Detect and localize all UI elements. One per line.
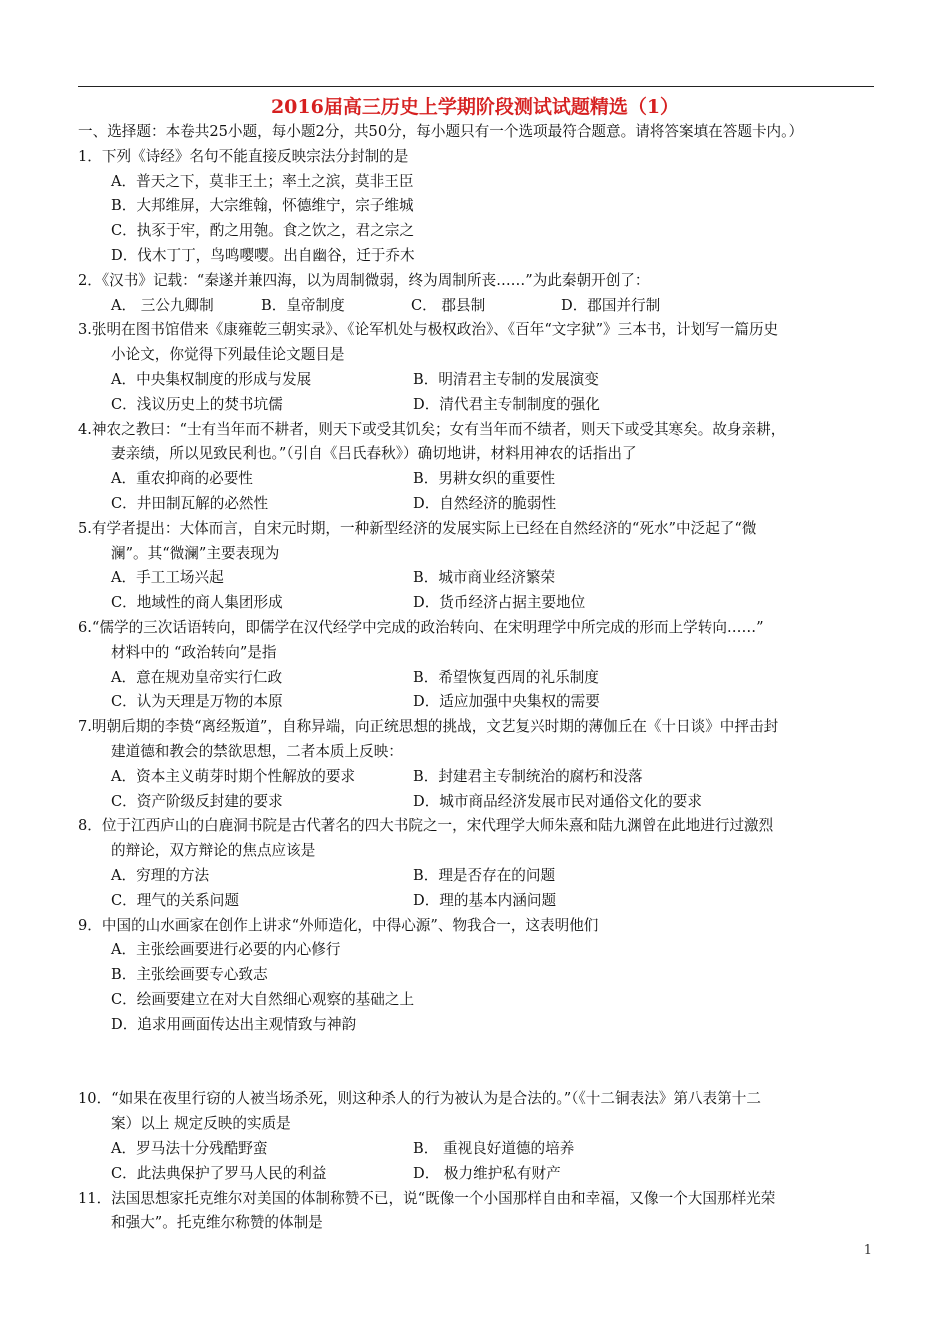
question-line-2: 的辩论，双方辩论的焦点应该是 <box>111 842 316 860</box>
question-6 <box>78 616 878 715</box>
options-row <box>78 294 878 319</box>
option-a: A．中央集权制度的形成与发展 <box>111 370 312 388</box>
option-d: D．清代君主专制制度的强化 <box>413 395 600 413</box>
question-text <box>78 1187 878 1237</box>
page-number: 1 <box>863 1243 872 1258</box>
option-c: C．理气的关系问题 <box>111 891 239 909</box>
question-line-1: 10．“如果在夜里行窃的人被当场杀死，则这种杀人的行为被认为是合法的。”（《十二铜表法》第八表第十二 <box>78 1090 761 1108</box>
option-d: D．追求用画面传达出主观情致与神韵 <box>111 1015 357 1033</box>
option-a: A．罗马法十分残酷野蛮 <box>111 1140 268 1158</box>
option-a: A．手工工场兴起 <box>111 569 224 587</box>
option-c: C．浅议历史上的焚书坑儒 <box>111 395 283 413</box>
question-line-1: 5.有学者提出：大体而言，自宋元时期，一种新型经济的发展实际上已经在自然经济的“死水”中泛起了“微 <box>78 519 757 537</box>
option-a: A．重农抑商的必要性 <box>111 470 253 488</box>
question-text <box>78 715 878 765</box>
question-text: 2．《汉书》记载：“秦遂并兼四海，以为周制微弱，终为周制所丧……”为此秦朝开创了： <box>78 271 650 289</box>
question-1 <box>78 145 878 269</box>
option-d: D．适应加强中央集权的需要 <box>413 693 600 711</box>
option-b: B．城市商业经济繁荣 <box>413 569 556 587</box>
question-text <box>78 418 878 468</box>
options-row <box>78 1137 878 1162</box>
question-line-1: 11．法国思想家托克维尔对美国的体制称赞不已，说“既像一个小国那样自由和幸福，又像一个大国那样光荣 <box>78 1189 776 1207</box>
question-text <box>78 318 878 368</box>
option-c: C．资产阶级反封建的要求 <box>111 792 283 810</box>
question-text <box>78 616 878 666</box>
question-line-1: 6.“儒学的三次话语转向，即儒学在汉代经学中完成的政治转向、在宋明理学中所完成的形而上学转向……” <box>78 618 764 636</box>
options-row <box>78 1162 878 1187</box>
question-text: 1．下列《诗经》名句不能直接反映宗法分封制的是 <box>78 147 409 165</box>
option-b: B． 重视良好道德的培养 <box>413 1140 575 1158</box>
option-b: B．理是否存在的问题 <box>413 866 556 884</box>
question-7 <box>78 715 878 814</box>
question-list <box>78 120 878 1236</box>
question-text: 9．中国的山水画家在创作上讲求“外师造化，中得心源”、物我合一，这表明他们 <box>78 916 599 934</box>
question-line-1: 8．位于江西庐山的白鹿洞书院是古代著名的四大书院之一，宋代理学大师朱熹和陆九渊曾在此地进行过激烈 <box>78 817 774 835</box>
question-11 <box>78 1187 878 1237</box>
options-row <box>78 591 878 616</box>
question-10 <box>78 1087 878 1186</box>
option-a: A． 三公九卿制 <box>111 296 214 314</box>
option-c: C．地域性的商人集团形成 <box>111 594 283 612</box>
option-c: C．认为天理是万物的本原 <box>111 693 283 711</box>
option-d: D． 极力维护私有财产 <box>413 1164 561 1182</box>
options-row <box>78 467 878 492</box>
option-c: C． 郡县制 <box>411 296 486 314</box>
question-line-2: 案）以上 规定反映的实质是 <box>111 1115 291 1133</box>
option-a: A．普天之下，莫非王土；率土之滨，莫非王臣 <box>111 172 414 190</box>
options-row <box>78 666 878 691</box>
option-b: B．男耕女织的重要性 <box>413 470 556 488</box>
option-a: A．意在规劝皇帝实行仁政 <box>111 668 283 686</box>
question-line-2: 建道德和教会的禁欲思想，二者本质上反映： <box>111 742 403 760</box>
options-row <box>78 393 878 418</box>
option-d: D．货币经济占据主要地位 <box>413 594 586 612</box>
question-text <box>78 517 878 567</box>
question-line-1: 4.神农之教曰：“士有当年而不耕者，则天下或受其饥矣；女有当年而不绩者，则天下或受其寒矣。故身亲耕， <box>78 420 786 438</box>
question-line-1: 7.明朝后期的李贽“离经叛道”，自称异端，向正统思想的挑战，文艺复兴时期的薄伽丘在《十日谈》中抨击封 <box>78 718 779 736</box>
options-row <box>78 864 878 889</box>
question-line-2: 材料中的 “政治转向”是指 <box>111 643 277 661</box>
option-d: D．理的基本内涵问题 <box>413 891 557 909</box>
options-row <box>78 690 878 715</box>
question-text <box>78 814 878 864</box>
question-2 <box>78 269 878 319</box>
option-b: B．大邦维屏，大宗维翰，怀德维宁，宗子维城 <box>111 197 414 215</box>
question-line-1: 3.张明在图书馆借来《康雍乾三朝实录》、《论军机处与极权政治》、《百年“文字狱”》三本书，计划写一篇历史 <box>78 321 779 339</box>
option-b: B．明清君主专制的发展演变 <box>413 370 599 388</box>
options-row <box>78 790 878 815</box>
option-c: C．此法典保护了罗马人民的利益 <box>111 1164 327 1182</box>
option-c: C．井田制瓦解的必然性 <box>111 494 269 512</box>
question-line-2: 小论文，你觉得下列最佳论文题目是 <box>111 346 345 364</box>
options-row <box>78 566 878 591</box>
option-a: A．主张绘画要进行必要的内心修行 <box>111 941 341 959</box>
question-line-2: 澜”。其“微澜”主要表现为 <box>111 544 280 562</box>
options-row <box>78 889 878 914</box>
option-d: D．郡国并行制 <box>561 296 661 314</box>
options-row <box>78 492 878 517</box>
section-instructions: 一、选择题：本卷共25小题，每小题2分，共50分，每小题只有一个选项最符合题意。请将答案填在答题卡内。） <box>78 123 804 140</box>
option-b: B．希望恢复西周的礼乐制度 <box>413 668 599 686</box>
option-a: A．资本主义萌芽时期个性解放的要求 <box>111 767 356 785</box>
option-d: D．伐木丁丁，鸟鸣嘤嘤。出自幽谷，迁于乔木 <box>111 246 415 264</box>
spacer <box>78 1037 878 1087</box>
option-b: B．皇帝制度 <box>261 296 345 314</box>
option-d: D．城市商品经济发展市民对通俗文化的要求 <box>413 792 702 810</box>
option-b: B．封建君主专制统治的腐朽和没落 <box>413 767 643 785</box>
option-a: A．穷理的方法 <box>111 866 210 884</box>
question-3 <box>78 318 878 417</box>
page-title: 2016届高三历史上学期阶段测试试题精选（1） <box>270 96 680 118</box>
option-b: B．主张绘画要专心致志 <box>111 966 268 984</box>
option-c: C．执豕于牢，酌之用匏。食之饮之，君之宗之 <box>111 222 415 240</box>
top-rule <box>78 86 874 87</box>
options-row <box>78 765 878 790</box>
question-5 <box>78 517 878 616</box>
options-row <box>78 368 878 393</box>
option-d: D．自然经济的脆弱性 <box>413 494 557 512</box>
question-text <box>78 1087 878 1137</box>
question-line-2: 和强大”。托克维尔称赞的体制是 <box>111 1214 323 1232</box>
question-line-2: 妻亲绩，所以见致民利也。”（引自《吕氏春秋》）确切地讲，材料用神农的话指出了 <box>111 445 637 463</box>
question-4 <box>78 418 878 517</box>
option-c: C．绘画要建立在对大自然细心观察的基础之上 <box>111 990 415 1008</box>
question-8 <box>78 814 878 913</box>
question-9 <box>78 914 878 1038</box>
